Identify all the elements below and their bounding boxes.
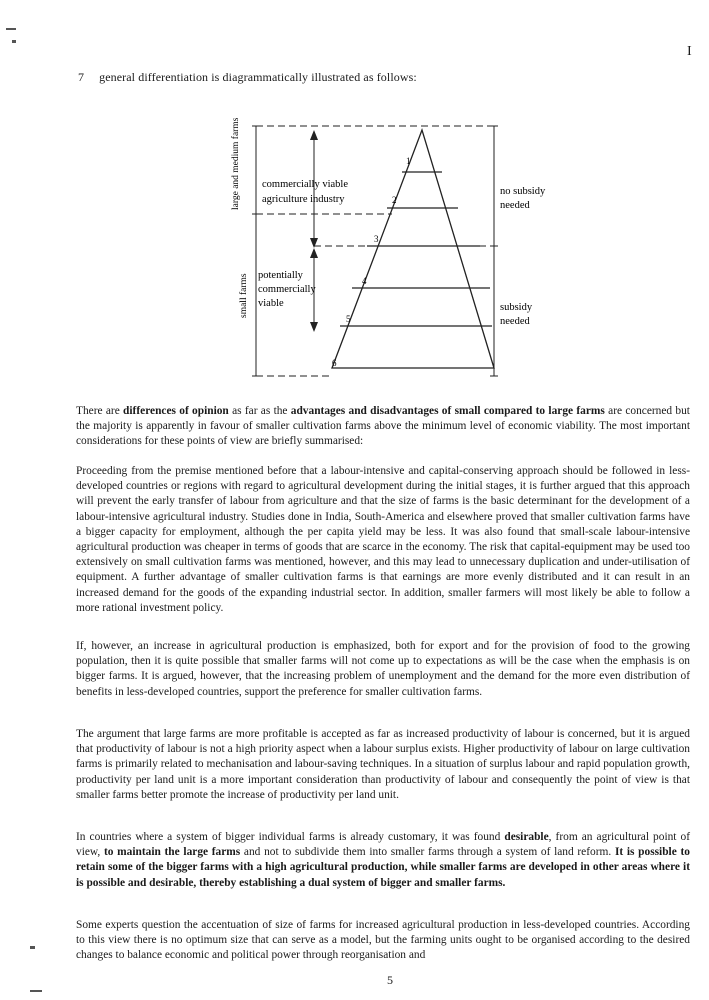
text-run: , from an agricultural point of view, — [76, 831, 690, 859]
right-label-bottom-line2: needed — [500, 316, 530, 327]
pyramid — [332, 130, 494, 368]
section-number: 7 — [78, 70, 85, 84]
page-number: 5 — [387, 973, 393, 987]
scan-speck — [12, 40, 16, 43]
paragraph — [76, 404, 690, 450]
right-label-top-line2: needed — [500, 200, 530, 211]
text-run: as far as the — [228, 405, 291, 417]
bold-text-run: It is possible to retain some of the bigger farms with a high agricultural production, while smaller farms are developed in other areas where it is possible and desirable, thereby establishing a dual system of bigger and smaller farms. — [76, 846, 690, 889]
level-number: 1 — [406, 156, 411, 166]
level-number: 2 — [392, 195, 397, 205]
text-run: Proceeding from the premise mentioned before that a labour-intensive and capital-conserving approach should be followed in less-developed countries or regions with regard to agricultural development during the initial stages, it is further argued that this approach will prevent the early transfer of labour from agriculture and that the size of farms is the basic determinant for the development of a labour-intensive agricultural industry. Studies done in India, South-America and elsewhere proved that smaller cultivation farms have a bigger capacity for employment, although the per capita yield may be less. It was also found that small-scale labour-intensive agricultural production was cheaper in terms of goods that are scarce in the economy. The risk that capital-equipment may be used too extensively on small cultivation farms was mentioned, however, and this may lead to unnecessary duplication and under-utilisation of equipment. A further advantage of smaller cultivation farms is that earnings are more evenly distributed and it can result in an increased demand for the goods of the expanding industrial sector. In addition, smaller farmers will most likely be able to follow a more rational investment policy. — [76, 465, 690, 614]
paragraph — [76, 464, 690, 616]
inner-label-bottom-line3: viable — [258, 298, 284, 309]
level-number: 4 — [362, 276, 367, 286]
left-label-large-farms: large and medium farms — [231, 118, 241, 210]
text-run: There are — [76, 405, 124, 417]
inner-label-top-line2: agriculture industry — [262, 194, 345, 205]
farm-size-diagram — [222, 118, 602, 388]
level-number: 5 — [346, 314, 351, 324]
intro-text: general differentiation is diagrammatically illustrated as follows: — [99, 70, 417, 84]
paragraph — [76, 830, 690, 891]
level-number: 3 — [374, 234, 379, 244]
text-run: and not to subdivide them into smaller farms through a system of land reform. — [240, 846, 615, 859]
bold-text-run: to maintain the large farms — [103, 846, 241, 859]
text-run: The argument that large farms are more profitable is accepted as far as increased productivity of labour is concerned, but it is argued that productivity of labour is not a high priority aspect when a labour surplus exists. Higher productivity of labour on large cultivation farms is primarily related to mechanisation and labour-saving techniques. In a situation of surplus labour and rapid population growth, productivity per land unit is a more important consideration than productivity of labour and consequently the point of view is that smaller farms better promote the increase of productivity per land unit. — [76, 728, 690, 801]
paragraph — [76, 639, 690, 700]
scan-speck — [30, 946, 35, 949]
level-number: 6 — [332, 358, 337, 368]
corner-mark: I — [687, 44, 692, 59]
inner-label-bottom-line1: potentially — [258, 270, 303, 281]
right-label-bottom-line1: subsidy — [500, 302, 533, 313]
text-run: are concerned but the majority is apparently in favour of smaller cultivation farms above the minimum level of economic viability. The most important considerations for these points of view are briefly summarised: — [76, 405, 690, 448]
inner-label-bottom-line2: commercially — [258, 284, 316, 295]
text-run: Some experts question the accentuation of size of farms for increased agricultural production in less-developed countries. According to this view there is no optimum size that can serve as a model, but the farming units ought to be organised according to the desired changes to balance economic and political power through reorganisation and — [76, 919, 690, 962]
intro-line — [78, 70, 417, 85]
scan-speck — [30, 990, 42, 992]
scan-speck — [6, 28, 16, 30]
text-run: In countries where a system of bigger individual farms is already customary, it was found — [76, 831, 505, 843]
paragraph — [76, 727, 690, 803]
paragraph — [76, 918, 690, 964]
bold-text-run: differences of opinion — [123, 405, 229, 417]
right-label-top-line1: no subsidy — [500, 186, 546, 197]
bold-text-run: advantages and disadvantages of small compared to large farms — [290, 405, 605, 417]
text-run: If, however, an increase in agricultural production is emphasized, both for export and for the provision of food to the growing population, then it is quite possible that smaller farms will not come up to expectations as will be the case when the emphasis is on bigger farms. It is argued, however, that the increasing problem of unemployment and the demand for the more even distribution of benefits in less-developed countries, support the preference for smaller cultivation farms. — [76, 640, 690, 698]
bold-text-run: desirable — [504, 831, 549, 843]
inner-label-top-line1: commercially viable — [262, 179, 349, 190]
left-label-small-farms: small farms — [239, 273, 249, 318]
